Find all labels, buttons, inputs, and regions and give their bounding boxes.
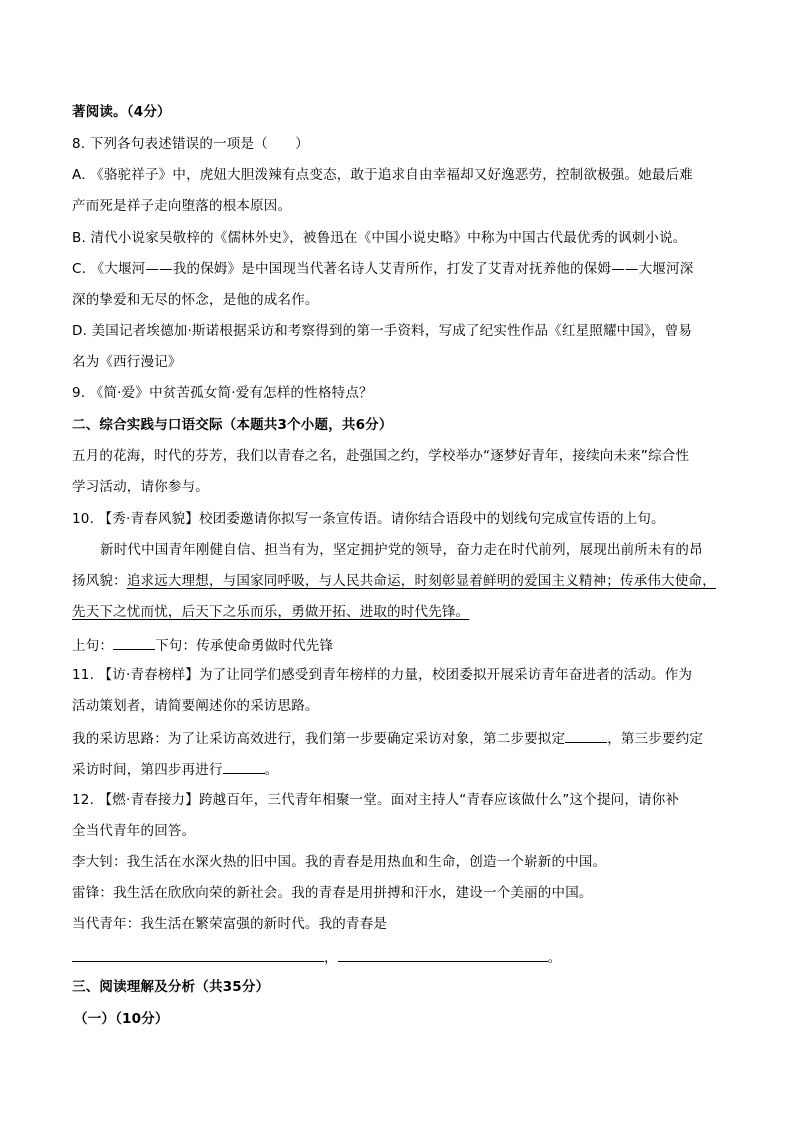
q11-answer-line1 (72, 728, 703, 748)
q12-contemporary-youth: 当代青年：我生活在繁荣富强的新时代。我的青春是 (72, 916, 388, 932)
q11-blank-step4[interactable] (223, 759, 265, 774)
section-2-intro-line1: 五月的花海，时代的芬芳，我们以青春之名，赴强国之约，学校举办“逐梦好青年，接续向未来”综合性 (72, 448, 690, 464)
q10-passage-line2 (72, 572, 716, 590)
question-11-line1: 11. 【访·青春榜样】为了让同学们感受到青年榜样的力量，校团委拟开展采访青年奋进者的活动。作为 (72, 667, 693, 683)
q12-period: 。 (547, 950, 562, 966)
q11-answer-text-cont: ，第三步要约定 (607, 731, 704, 747)
question-12-line2: 全当代青年的回答。 (72, 823, 196, 839)
question-9: 9. 《简·爱》中贫苦孤女简·爱有怎样的性格特点？ (72, 385, 373, 401)
q10-passage-plain: 扬风貌： (72, 573, 127, 589)
q8-option-d-line2: 名为《西行漫记》 (72, 354, 182, 370)
q10-underlined-sentence-cont: 先天下之忧而忧，后天下之乐而乐，勇做开拓、进取的时代先锋。 (72, 604, 470, 620)
q8-option-a-line1: A. 《骆驼祥子》中，虎妞大胆泼辣有点变态，敢于追求自由幸福却又好逸恶劳，控制欲极强。她最后难 (72, 167, 693, 183)
q12-blank-2[interactable] (338, 947, 548, 962)
q11-period: 。 (264, 762, 279, 778)
question-8-stem: 8. 下列各句表述错误的一项是（ ） (72, 136, 309, 152)
section-2-intro-line2: 学习活动，请你参与。 (72, 479, 209, 495)
section-3-title: 三、阅读理解及分析（共35分） (72, 979, 270, 995)
section-2-title: 二、综合实践与口语交际（本题共3个小题，共6分） (72, 417, 393, 433)
q10-upper-label: 上句： (72, 638, 114, 654)
q11-answer-text: 我的采访思路：为了让采访高效进行，我们第一步要确定采访对象，第二步要拟定 (72, 731, 566, 747)
question-12-line1: 12. 【燃·青春接力】跨越百年，三代青年相聚一堂。面对主持人“青春应该做什么”这个提问，请你补 (72, 792, 680, 808)
section-3-part-1: （一）（10分） (74, 1011, 169, 1027)
question-11-line2: 活动策划者，请简要阐述你的采访思路。 (72, 698, 319, 714)
q8-option-b: B. 清代小说家吴敬梓的《儒林外史》，被鲁迅在《中国小说史略》中称为中国古代最优秀的讽刺小说。 (72, 230, 687, 246)
q12-answer-blanks (72, 947, 561, 967)
q8-option-a-line2: 产而死是祥子走向堕落的根本原因。 (72, 198, 292, 214)
q11-answer-line2 (72, 759, 278, 779)
q10-lower-sentence: 下句：传承使命勇做时代先锋 (155, 638, 334, 654)
q11-blank-step2[interactable] (565, 728, 607, 743)
q10-underlined-sentence: 追求远大理想，与国家同呼吸，与人民共命运，时刻彰显着鲜明的爱国主义精神；传承伟大使命， (126, 573, 716, 589)
q11-answer-text-2: 采访时间，第四步再进行 (72, 762, 223, 778)
q8-option-c-line1: C. 《大堰河——我的保姆》是中国现当代著名诗人艾青所作，打发了艾青对抚养他的保姆——大堰河深 (72, 261, 694, 277)
q12-comma: ， (324, 950, 338, 966)
q8-option-d-line1: D. 美国记者埃德加·斯诺根据采访和考察得到的第一手资料，写成了纪实性作品《红星照耀中国》，曾易 (72, 323, 693, 339)
q12-blank-1[interactable] (72, 947, 324, 962)
q10-upper-blank[interactable] (113, 635, 155, 650)
q12-lei-feng: 雷锋：我生活在欣欣向荣的新社会。我的青春是用拼搏和汗水，建设一个美丽的中国。 (72, 885, 593, 901)
q10-passage-line1: 新时代中国青年刚健自信、担当有为，坚定拥护党的领导，奋力走在时代前列，展现出前所未有的昂 (100, 542, 703, 558)
question-10: 10. 【秀·青春风貌】校团委邀请你拟写一条宣传语。请你结合语段中的划线句完成宣传语的上句。 (72, 511, 665, 527)
section-heading-reading: 著阅读。（4分） (72, 104, 171, 120)
q8-option-c-line2: 深的挚爱和无尽的怀念，是他的成名作。 (72, 292, 319, 308)
q12-li-dazhao: 李大钊：我生活在水深火热的旧中国。我的青春是用热血和生命，创造一个崭新的中国。 (72, 854, 607, 870)
q10-answer-line (72, 635, 333, 655)
